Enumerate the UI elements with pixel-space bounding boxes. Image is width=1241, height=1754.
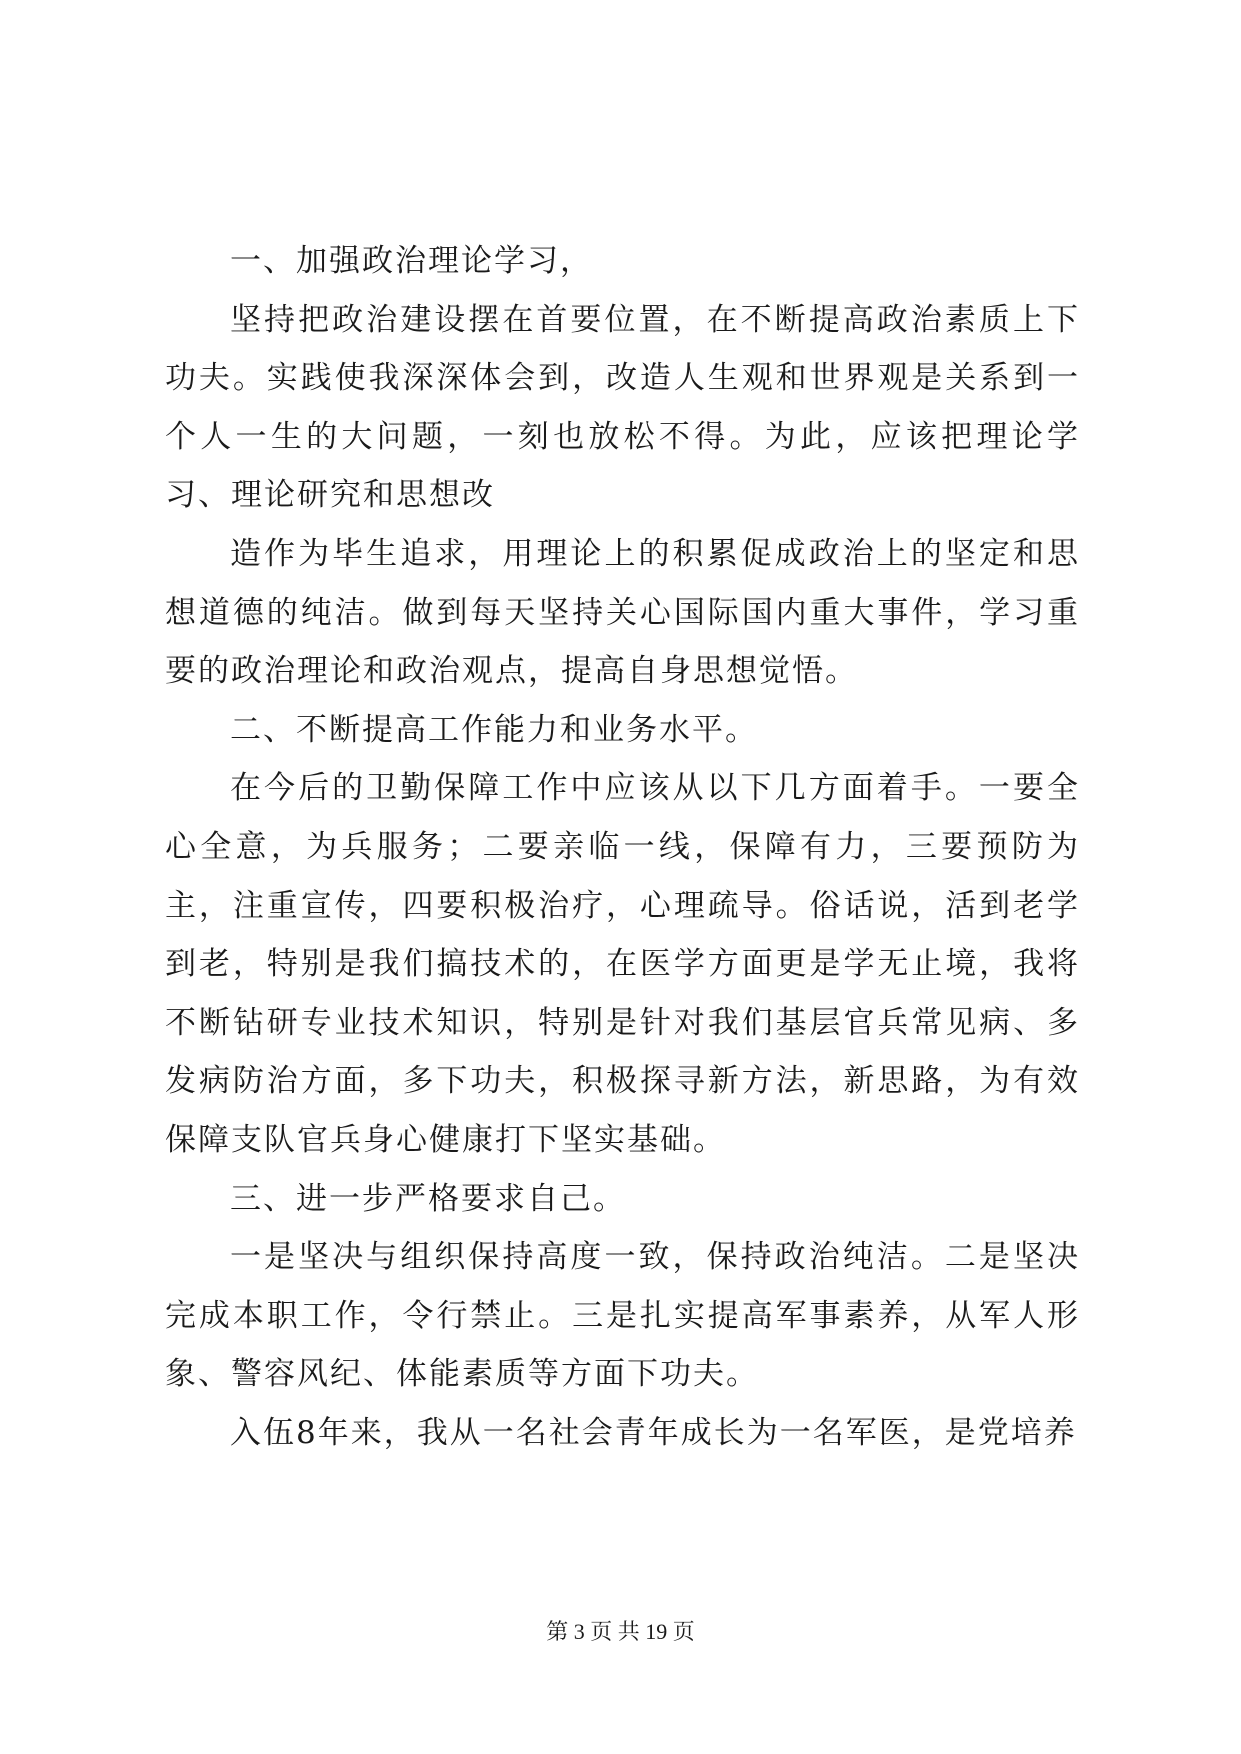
section-heading-1: 一、加强政治理论学习， [230,243,593,279]
paragraph: 在今后的卫勤保障工作中应该从以下几方面着手。一要全心全意，为兵服务；二要亲临一线，保障有力，三要预防为主，注重宣传，四要积极治疗，心理疏导。俗话说，活到老学到老，特别是我们搞技术的，在医学方面更是学无止境，我将不断钻研专业技术知识，特别是针对我们基层官兵常见病、多发病防治方面，多下功夫，积极探寻新方法，新思路，为有效保障支队官兵身心健康打下坚实基础。 [165,770,1080,1158]
paragraph: 坚持把政治建设摆在首要位置，在不断提高政治素质上下功夫。实践使我深深体会到，改造人生观和世界观是关系到一个人一生的大问题，一刻也放松不得。为此，应该把理论学习、理论研究和思想改 [165,301,1080,514]
paragraph: 造作为毕生追求，用理论上的积累促成政治上的坚定和思想道德的纯洁。做到每天坚持关心国际国内重大事件，学习重要的政治理论和政治观点，提高自身思想觉悟。 [165,535,1080,690]
paragraph: 入伍8年来，我从一名社会青年成长为一名军医，是党培养 [230,1414,1077,1451]
document-body [165,232,1080,1462]
page-number-footer: 第 3 页 共 19 页 [546,1619,695,1644]
section-heading-3: 三、进一步严格要求自己。 [230,1180,626,1217]
paragraph: 一是坚决与组织保持高度一致，保持政治纯洁。二是坚决完成本职工作，令行禁止。三是扎实提高军事素养，从军人形象、警容风纪、体能素质等方面下功夫。 [165,1239,1080,1393]
section-heading-2: 二、不断提高工作能力和业务水平。 [230,711,758,748]
